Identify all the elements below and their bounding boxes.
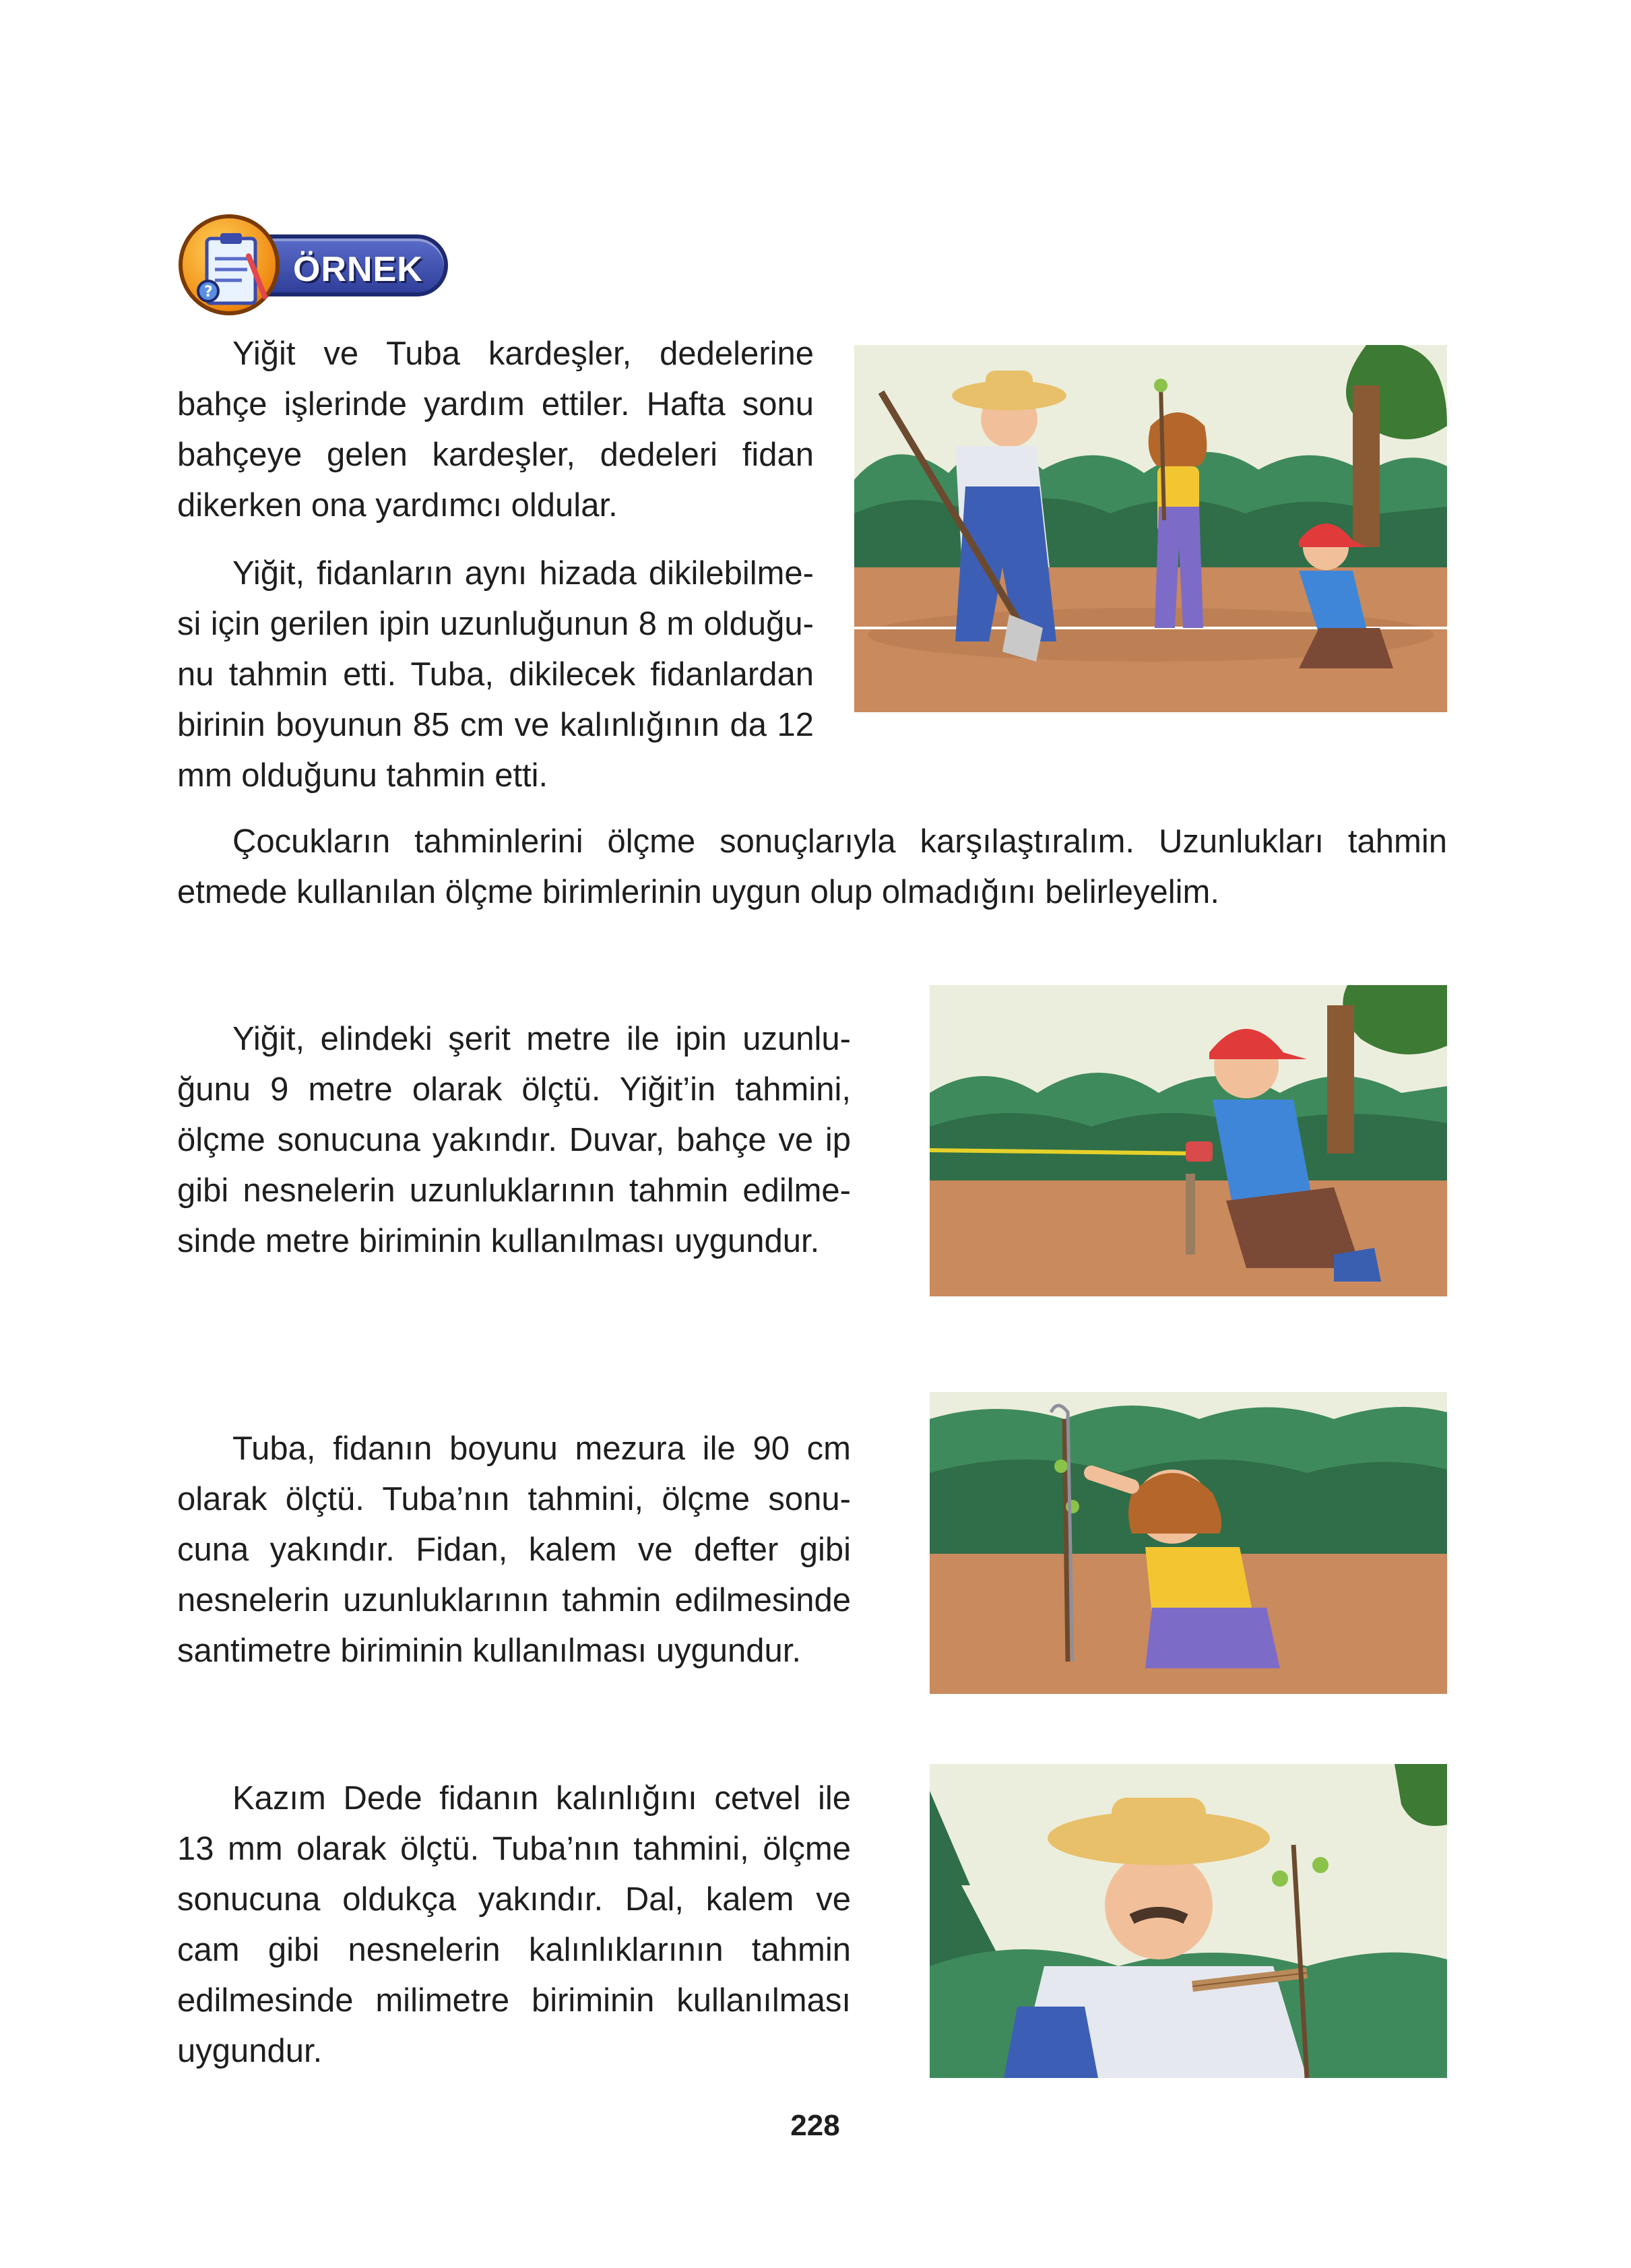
millimeter-paragraph: Kazım Dede fidanın kalınlığını cetvel ile 13 mm olarak ölçtü. Tuba’nın tahmini, ölçme sonucuna oldukça yakındır. Dal, kalem ve cam gibi nesnelerin kalınlıklarının tahmin edilmesinde milimetre biriminin kullanılması uygundur. [177,1780,851,2069]
boy-measuring-rope-illustration [930,985,1447,1296]
estimate-paragraph: Yiğit, fidanların aynı hizada dikilebilmesi için gerilen ipin uzunluğunun 8 m olduğunu tahmin etti. Tuba, dikilecek fidanlardan birinin boyunun 85 cm ve kalınlığının da 12 mm olduğunu tahmin etti. [177,555,814,794]
compare-paragraph: Çocukların tahminlerini ölçme sonuçlarıyla karşılaştıralım. Uzunlukları tahmin etmede kullanılan ölçme birimlerinin uygun olup olmadığını belirleyelim. [177,823,1447,910]
girl-measuring-sapling-illustration [930,1392,1447,1694]
badge-label: ÖRNEK [293,250,423,289]
intro-paragraph: Yiğit ve Tuba kardeşler, dedelerine bahçe işlerinde yardım ettiler. Hafta sonu bahçeye gelen kardeşler, dedeleri fidan dikerken ona yardımcı oldular. [177,336,814,524]
garden-scene-illustration [854,345,1447,712]
example-badge [179,214,455,315]
page-number: 228 [790,2109,840,2142]
grandfather-measuring-thickness-illustration [930,1764,1447,2078]
badge-circle [179,214,280,315]
centimeter-paragraph: Tuba, fidanın boyunu mezura ile 90 cm olarak ölçtü. Tuba’nın tahmini, ölçme sonucuna yakındır. Fidan, kalem ve defter gibi nesnelerin uzunluklarının tahmin edilmesinde santimetre biriminin kullanılması uygundur. [177,1430,851,1669]
meter-paragraph: Yiğit, elindeki şerit metre ile ipin uzunluğunu 9 metre olarak ölçtü. Yiğit’in tahmini, ölçme sonucuna yakındır. Duvar, bahçe ve ip gibi nesnelerin uzunluklarının tahmin edilmesinde metre biriminin kullanılması uygundur. [177,1021,851,1259]
svg-text:?: ? [204,284,213,301]
clipboard-icon [195,229,269,309]
